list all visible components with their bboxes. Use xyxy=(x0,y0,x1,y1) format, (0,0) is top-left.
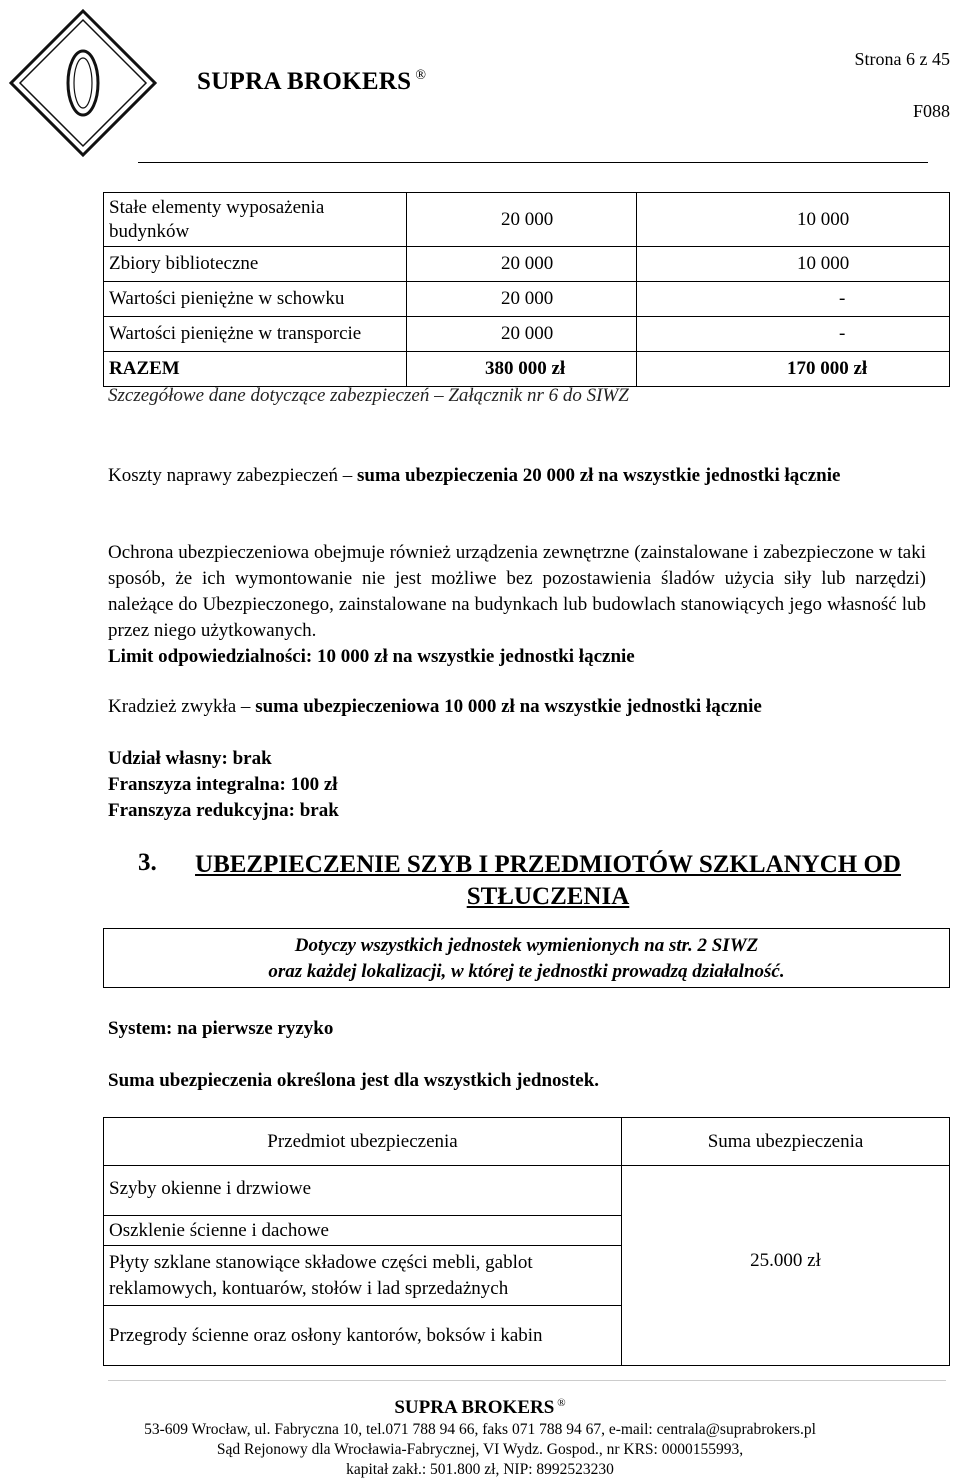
protection-paragraph: Ochrona ubezpieczeniowa obejmuje również urządzenia zewnętrzne (zainstalowane i zabezpieczone w taki sposób, że ich wymontowanie nie jest możliwe bez pozostawienia śladów użycia siły lub narzędzi) należące do Ubezpieczonego, zainstalowane na budynkach lub budowlach stanowiących jego własność lub przez niego użytkowanych. xyxy=(108,542,926,641)
theft-sum: suma ubezpieczeniowa 10 000 zł na wszystkie jednostki łącznie xyxy=(255,696,762,717)
footer-address: 53-609 Wrocław, ul. Fabryczna 10, tel.071 788 94 66, faks 071 788 94 67, e-mail: centrala@suprabrokers.pl xyxy=(144,1421,816,1438)
sum-cell: 25.000 zł xyxy=(622,1166,950,1366)
table-cell: Wartości pieniężne w transporcie xyxy=(104,317,407,352)
theft-paragraph xyxy=(108,694,926,720)
repair-costs-paragraph xyxy=(108,463,926,489)
table-cell: Wartości pieniężne w schowku xyxy=(104,282,407,317)
glass-table xyxy=(103,1117,950,1366)
table-row xyxy=(104,317,950,352)
table-total-row xyxy=(104,352,950,387)
table-cell: 20 000 xyxy=(407,247,637,282)
table-cell: 10 000 xyxy=(637,193,950,247)
table-row xyxy=(104,1166,950,1216)
liability-limit: Limit odpowiedzialności: 10 000 zł na wszystkie jednostki łącznie xyxy=(108,646,635,667)
table-cell: Przegrody ścienne oraz osłony kantorów, boksów i kabin xyxy=(104,1306,622,1366)
footer-divider xyxy=(108,1380,946,1381)
theft-lead: Kradzież zwykła – xyxy=(108,696,256,717)
scope-box xyxy=(103,928,950,988)
footer-court: Sąd Rejonowy dla Wrocławia-Fabrycznej, VI Wydz. Gospod., nr KRS: 0000155993, xyxy=(216,1441,744,1458)
system-line: System: na pierwsze ryzyko xyxy=(108,1018,334,1039)
sum-note: Suma ubezpieczenia określona jest dla wszystkich jednostek. xyxy=(108,1070,600,1091)
table-cell: 170 000 zł xyxy=(637,352,950,387)
deductible-integral: Franszyza integralna: 100 zł xyxy=(108,774,338,795)
footer-brand: SUPRA BROKERS ® xyxy=(394,1397,566,1418)
table-cell: 380 000 zł xyxy=(407,352,637,387)
section-title: UBEZPIECZENIE SZYB I PRZEDMIOTÓW SZKLANYCH OD STŁUCZENIA xyxy=(195,851,901,910)
table-header-row xyxy=(104,1118,950,1166)
header-divider xyxy=(138,162,928,163)
table-cell: Stałe elementy wyposażenia budynków xyxy=(104,193,407,247)
header-brand: SUPRA BROKERS ® xyxy=(197,68,427,95)
deductible-reduction: Franszyza redukcyjna: brak xyxy=(108,800,339,821)
table-cell: Oszklenie ścienne i dachowe xyxy=(104,1216,622,1246)
table-cell: 10 000 xyxy=(637,247,950,282)
table-cell: - xyxy=(637,317,950,352)
sums-table xyxy=(103,192,950,387)
section-number: 3. xyxy=(138,849,157,876)
table-row xyxy=(104,282,950,317)
scope-line-2: oraz każdej lokalizacji, w której te jednostki prowadzą działalność. xyxy=(268,961,785,982)
repair-sum: suma ubezpieczenia 20 000 zł na wszystkie jednostki łącznie xyxy=(357,465,841,486)
table-cell: Płyty szklane stanowiące składowe części mebli, gablot reklamowych, kontuarów, stołów i lad sprzedażnych xyxy=(104,1246,622,1306)
page-number: Strona 6 z 45 xyxy=(854,49,950,69)
repair-lead: Koszty naprawy zabezpieczeń – xyxy=(108,465,357,486)
table-cell: Zbiory biblioteczne xyxy=(104,247,407,282)
form-code: F088 xyxy=(912,101,950,121)
header-subject: Przedmiot ubezpieczenia xyxy=(104,1118,622,1166)
deductible-own: Udział własny: brak xyxy=(108,748,272,769)
table-cell: 20 000 xyxy=(407,317,637,352)
header-sum: Suma ubezpieczenia xyxy=(622,1118,950,1166)
attachment-note: Szczegółowe dane dotyczące zabezpieczeń – Załącznik nr 6 do SIWZ xyxy=(108,385,629,406)
supra-brokers-logo xyxy=(8,8,158,158)
table-row xyxy=(104,247,950,282)
table-cell: 20 000 xyxy=(407,282,637,317)
scope-line-1: Dotyczy wszystkich jednostek wymienionych na str. 2 SIWZ xyxy=(294,935,759,956)
table-cell: 20 000 xyxy=(407,193,637,247)
table-cell: Szyby okienne i drzwiowe xyxy=(104,1166,622,1216)
table-cell: RAZEM xyxy=(104,352,407,387)
footer-capital: kapitał zakł.: 501.800 zł, NIP: 8992523230 xyxy=(346,1461,614,1478)
table-cell: - xyxy=(637,282,950,317)
table-row xyxy=(104,193,950,247)
